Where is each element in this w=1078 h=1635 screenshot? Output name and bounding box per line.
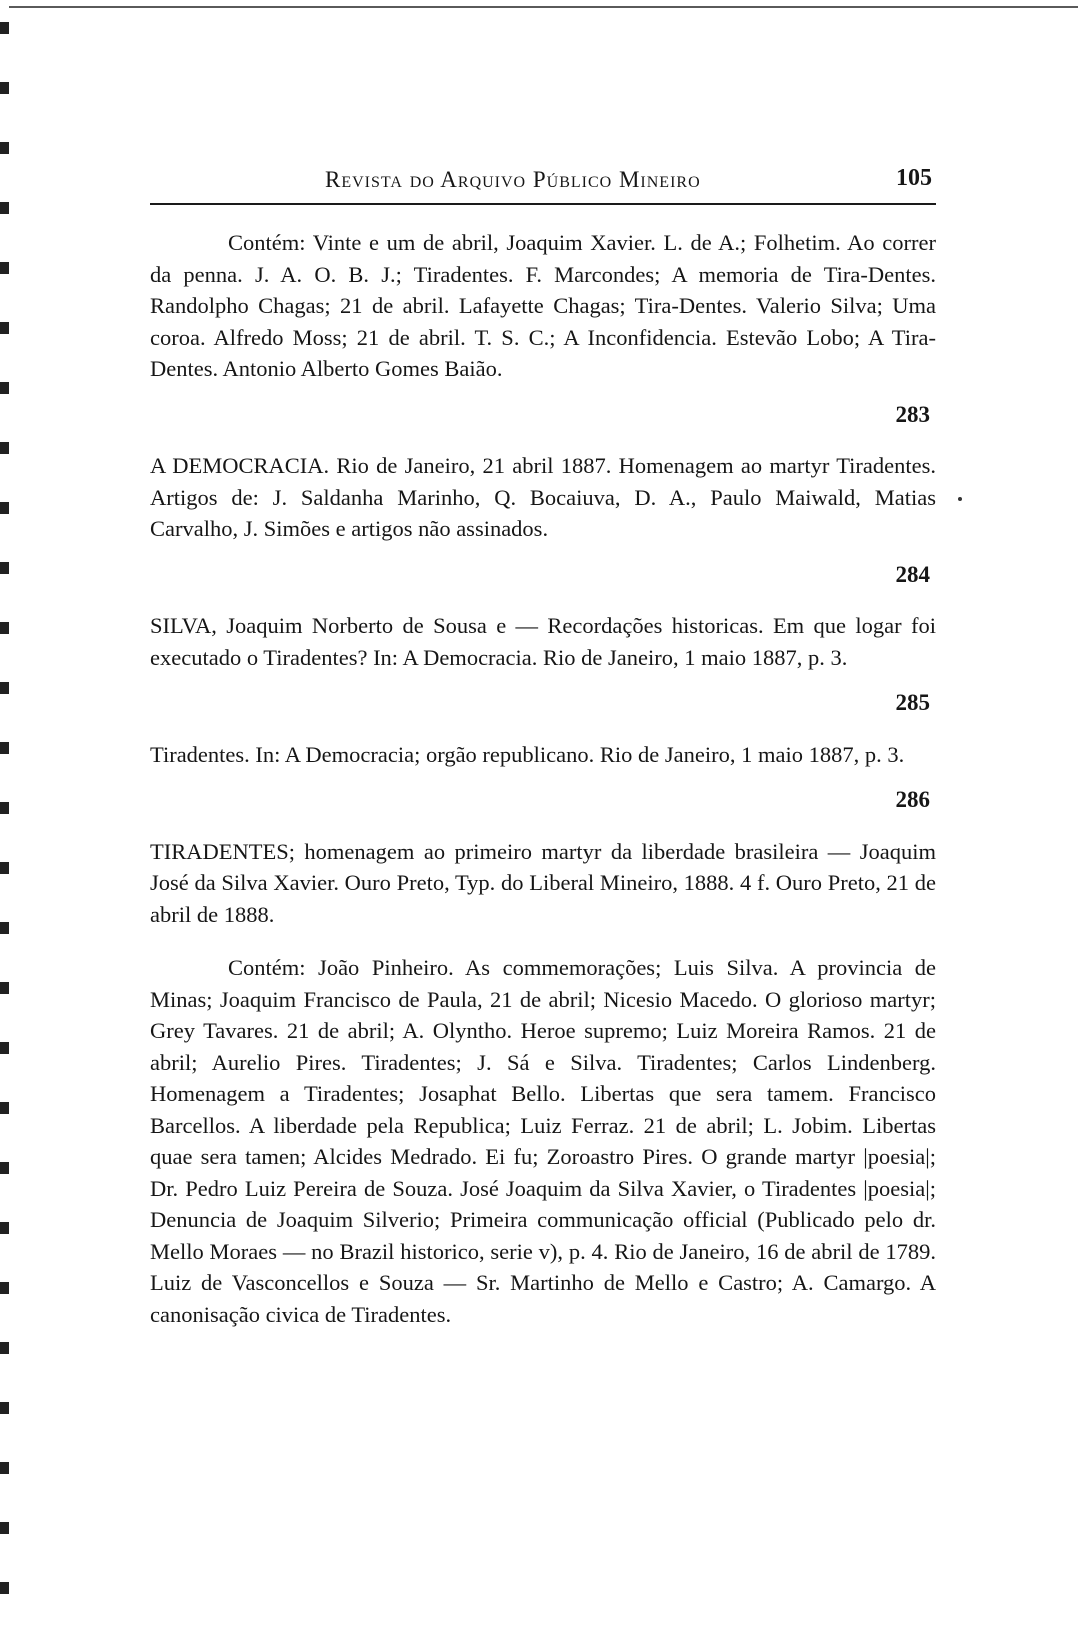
entries xyxy=(150,205,936,1330)
entry-number: 286 xyxy=(895,787,930,812)
entry-contents: Contém: João Pinheiro. As commemorações; Luis Silva. A provincia de Minas; Joaquim Francisco de Paula, 21 de abril; Nicesio Macedo. O glorioso martyr; Grey Tavares. 21 de abril; A. Olyntho. Heroe supremo; Luiz Moreira Ramos. 21 de abril; Aurelio Pires. Tiradentes; J. Sá e Silva. Tiradentes; Carlos Lindenberg. Homenagem a Tiradentes; Josaphat Bello. Libertas que sera tamem. Francisco Barcellos. A liberdade pela Republica; Luiz Ferraz. 21 de abril; L. Jobim. Libertas quae sera tamen; Alcides Medrado. Ei fu; Zoroastro Pires. O grande martyr |poesia|; Dr. Pedro Luiz Pereira de Souza. José Joaquim da Silva Xavier, o Tiradentes |poesia|; Denuncia de Joaquim Silverio; Primeira communicação official (Publicado pelo dr. Mello Moraes — no Brazil historico, serie v), p. 4. Rio de Janeiro, 16 de abril de 1789. Luiz de Vasconcellos e Souza — Sr. Martinho de Mello e Castro; A. Camargo. A canonisação civica de Tiradentes. xyxy=(150,955,936,1327)
page-number: 105 xyxy=(896,165,932,191)
journal-title: Revista do Arquivo Público Mineiro xyxy=(325,167,701,192)
entry-number: 283 xyxy=(895,401,930,427)
paragraph-gap xyxy=(150,930,936,952)
entry-number: 285 xyxy=(895,690,930,715)
document-page xyxy=(150,165,936,1330)
running-header xyxy=(150,165,936,205)
entry-text: A DEMOCRACIA. Rio de Janeiro, 21 abril 1887. Homenagem ao martyr Tiradentes. Artigos de: J. Saldanha Marinho, Q. Bocaiuva, D. A., Paulo Maiwald, Matias Carvalho, J. Simões e artigos não assinados. xyxy=(150,453,936,541)
scan-speck xyxy=(958,497,962,501)
entry-text: TIRADENTES; homenagem ao primeiro martyr da liberdade brasileira — Joaquim José da Silva Xavier. Ouro Preto, Typ. do Liberal Mineiro, 1888. 4 f. Ouro Preto, 21 de abril de 1888. xyxy=(150,838,936,927)
scan-edge-line xyxy=(0,6,1078,8)
entry-contents: Contém: Vinte e um de abril, Joaquim Xavier. L. de A.; Folhetim. Ao correr da penna. J. A. O. B. J.; Tiradentes. F. Marcondes; A memoria de Tira-Dentes. Randolpho Chagas; 21 de abril. Lafayette Chagas; Tira-Dentes. Valerio Silva; Uma coroa. Alfredo Moss; 21 de abril. T. S. C.; A Inconfidencia. Estevão Lobo; A Tira-Dentes. Antonio Alberto Gomes Baião. xyxy=(150,230,936,381)
entry-text: SILVA, Joaquim Norberto de Sousa e — Recordações historicas. Em que logar foi executado o Tiradentes? In: A Democracia. Rio de Janeiro, 1 maio 1887, p. 3. xyxy=(150,613,936,670)
entry-number: 284 xyxy=(895,561,930,587)
entry-text: Tiradentes. In: A Democracia; orgão republicano. Rio de Janeiro, 1 maio 1887, p. 3. xyxy=(150,741,905,767)
scan-binding-edge xyxy=(0,0,9,1635)
